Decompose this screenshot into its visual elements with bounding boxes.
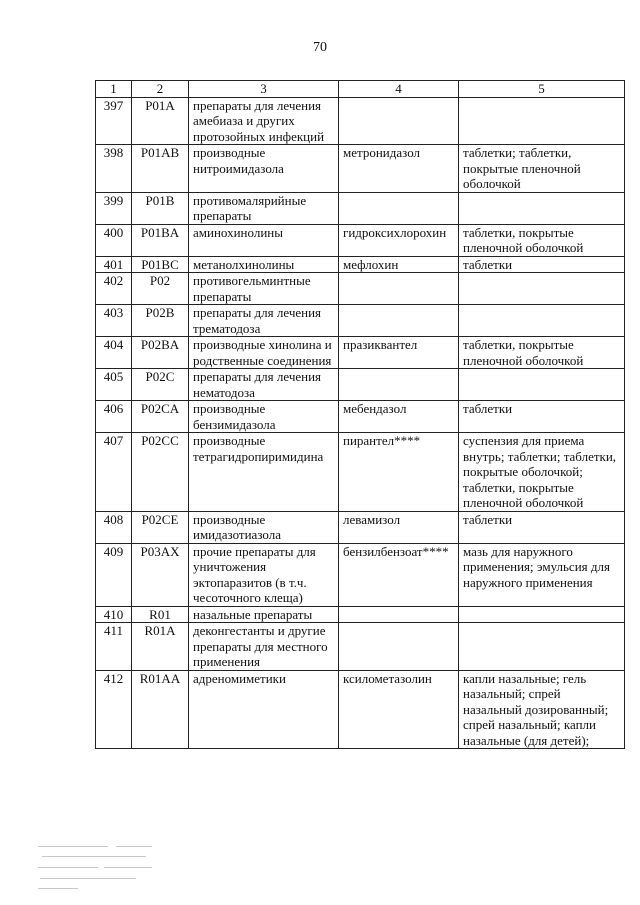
cell-dosage-form [459, 273, 625, 305]
cell-atc-code: P02CE [132, 511, 189, 543]
cell-number: 399 [96, 192, 132, 224]
cell-number: 410 [96, 606, 132, 623]
cell-dosage-form [459, 305, 625, 337]
cell-substance [339, 97, 459, 145]
cell-dosage-form: таблетки [459, 511, 625, 543]
cell-dosage-form: мазь для наружного применения; эмульсия для наружного применения [459, 543, 625, 606]
cell-dosage-form [459, 369, 625, 401]
table-row [96, 337, 625, 369]
cell-number: 409 [96, 543, 132, 606]
cell-dosage-form: таблетки, покрытые пленочной оболочкой [459, 337, 625, 369]
cell-dosage-form: таблетки [459, 401, 625, 433]
cell-pharm-group: аминохинолины [189, 224, 339, 256]
cell-atc-code: P01A [132, 97, 189, 145]
cell-pharm-group: метанолхинолины [189, 256, 339, 273]
cell-atc-code: R01 [132, 606, 189, 623]
cell-pharm-group: назальные препараты [189, 606, 339, 623]
cell-atc-code: P01B [132, 192, 189, 224]
page-number: 70 [313, 40, 327, 55]
cell-atc-code: P03AX [132, 543, 189, 606]
scan-stamp-mark [38, 842, 156, 890]
cell-dosage-form: таблетки, покрытые пленочной оболочкой [459, 224, 625, 256]
table-row [96, 192, 625, 224]
table-row [96, 433, 625, 512]
cell-number: 406 [96, 401, 132, 433]
cell-substance [339, 369, 459, 401]
cell-number: 397 [96, 97, 132, 145]
cell-number: 400 [96, 224, 132, 256]
cell-number: 412 [96, 670, 132, 749]
table-row [96, 97, 625, 145]
cell-pharm-group: препараты для лечения амебиаза и других протозойных инфекций [189, 97, 339, 145]
cell-substance: левамизол [339, 511, 459, 543]
table-row [96, 305, 625, 337]
cell-pharm-group: производные тетрагидропиримидина [189, 433, 339, 512]
cell-number: 398 [96, 145, 132, 193]
cell-atc-code: R01A [132, 623, 189, 671]
cell-number: 408 [96, 511, 132, 543]
cell-dosage-form [459, 606, 625, 623]
table-row [96, 224, 625, 256]
cell-dosage-form: таблетки [459, 256, 625, 273]
column-header-2: 2 [132, 81, 189, 98]
header-row [96, 81, 625, 98]
cell-number: 404 [96, 337, 132, 369]
cell-dosage-form: капли назальные; гель назальный; спрей назальный дозированный; спрей назальный; капли назальные (для детей); [459, 670, 625, 749]
cell-number: 411 [96, 623, 132, 671]
cell-substance [339, 305, 459, 337]
table-row [96, 670, 625, 749]
table-row [96, 623, 625, 671]
cell-dosage-form [459, 97, 625, 145]
medication-table [95, 80, 625, 749]
cell-atc-code: P02CA [132, 401, 189, 433]
cell-pharm-group: прочие препараты для уничтожения эктопаразитов (в т.ч. чесоточного клеща) [189, 543, 339, 606]
column-header-5: 5 [459, 81, 625, 98]
column-header-4: 4 [339, 81, 459, 98]
cell-pharm-group: производные имидазотиазола [189, 511, 339, 543]
cell-atc-code: R01AA [132, 670, 189, 749]
cell-number: 402 [96, 273, 132, 305]
cell-substance: гидроксихлорохин [339, 224, 459, 256]
table-row [96, 273, 625, 305]
cell-pharm-group: препараты для лечения нематодоза [189, 369, 339, 401]
cell-dosage-form: суспензия для приема внутрь; таблетки; таблетки, покрытые оболочкой; таблетки, покрытые пленочной оболочкой [459, 433, 625, 512]
cell-pharm-group: противомалярийные препараты [189, 192, 339, 224]
cell-pharm-group: препараты для лечения трематодоза [189, 305, 339, 337]
cell-substance: пирантел**** [339, 433, 459, 512]
cell-dosage-form [459, 192, 625, 224]
cell-substance: празиквантел [339, 337, 459, 369]
cell-number: 405 [96, 369, 132, 401]
cell-substance [339, 273, 459, 305]
column-header-3: 3 [189, 81, 339, 98]
table-row [96, 145, 625, 193]
cell-pharm-group: деконгестанты и другие препараты для местного применения [189, 623, 339, 671]
cell-number: 407 [96, 433, 132, 512]
cell-atc-code: P02C [132, 369, 189, 401]
cell-substance: мефлохин [339, 256, 459, 273]
cell-pharm-group: противогельминтные препараты [189, 273, 339, 305]
cell-pharm-group: производные нитроимидазола [189, 145, 339, 193]
table-row [96, 606, 625, 623]
cell-number: 401 [96, 256, 132, 273]
cell-atc-code: P02 [132, 273, 189, 305]
cell-substance [339, 192, 459, 224]
cell-atc-code: P02B [132, 305, 189, 337]
cell-atc-code: P02CC [132, 433, 189, 512]
cell-substance: метронидазол [339, 145, 459, 193]
cell-dosage-form: таблетки; таблетки, покрытые пленочной оболочкой [459, 145, 625, 193]
cell-atc-code: P02BA [132, 337, 189, 369]
cell-atc-code: P01AB [132, 145, 189, 193]
cell-substance: ксилометазолин [339, 670, 459, 749]
cell-pharm-group: производные бензимидазола [189, 401, 339, 433]
cell-substance: мебендазол [339, 401, 459, 433]
cell-substance: бензилбензоат**** [339, 543, 459, 606]
table-row [96, 369, 625, 401]
cell-pharm-group: производные хинолина и родственные соединения [189, 337, 339, 369]
table-row [96, 511, 625, 543]
table-row [96, 401, 625, 433]
cell-dosage-form [459, 623, 625, 671]
cell-substance [339, 623, 459, 671]
table-row [96, 543, 625, 606]
cell-number: 403 [96, 305, 132, 337]
table-row [96, 256, 625, 273]
cell-atc-code: P01BA [132, 224, 189, 256]
cell-substance [339, 606, 459, 623]
cell-pharm-group: адреномиметики [189, 670, 339, 749]
cell-atc-code: P01BC [132, 256, 189, 273]
column-header-1: 1 [96, 81, 132, 98]
